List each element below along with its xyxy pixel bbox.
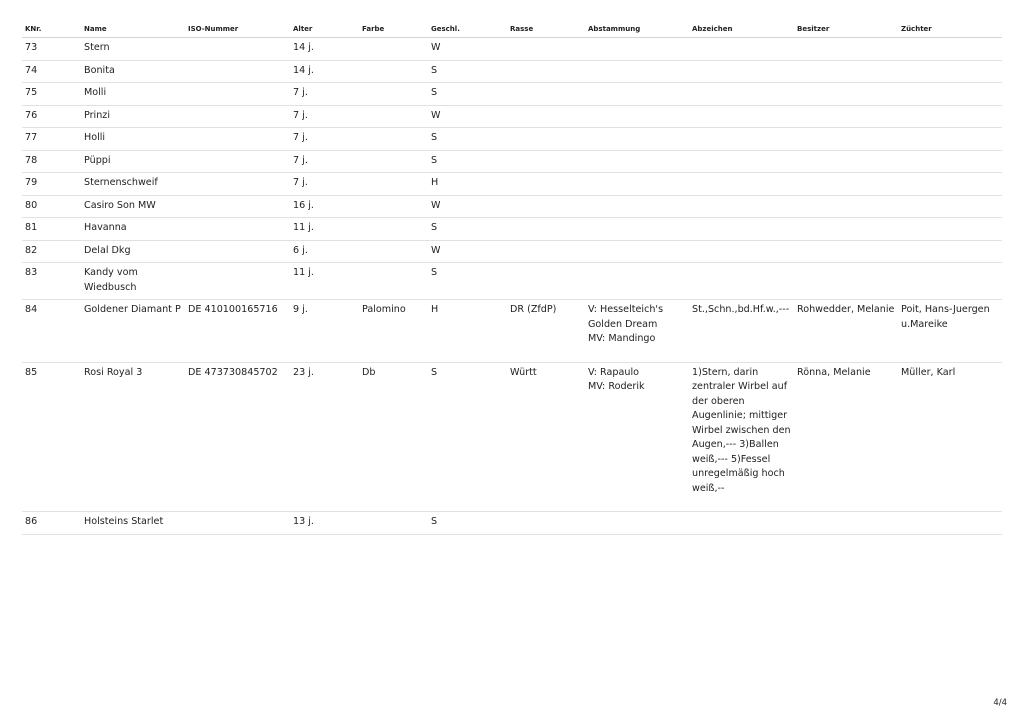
table-row bbox=[22, 83, 1002, 106]
cell-geschl: W bbox=[428, 195, 507, 218]
cell-abstammung bbox=[585, 173, 689, 196]
cell-rasse: DR (ZfdP) bbox=[507, 300, 585, 363]
cell-name: Püppi bbox=[81, 150, 185, 173]
cell-knr: 83 bbox=[22, 263, 81, 300]
table-row bbox=[22, 512, 1002, 535]
cell-iso bbox=[185, 128, 290, 151]
cell-knr: 74 bbox=[22, 60, 81, 83]
cell-rasse bbox=[507, 195, 585, 218]
cell-alter: 7 j. bbox=[290, 128, 359, 151]
col-header-knr: KNr. bbox=[22, 22, 81, 38]
cell-farbe bbox=[359, 263, 428, 300]
cell-abstammung bbox=[585, 38, 689, 61]
cell-geschl: W bbox=[428, 240, 507, 263]
col-header-farbe: Farbe bbox=[359, 22, 428, 38]
cell-rasse bbox=[507, 263, 585, 300]
cell-abstammung bbox=[585, 105, 689, 128]
cell-name: Stern bbox=[81, 38, 185, 61]
cell-geschl: S bbox=[428, 362, 507, 512]
cell-rasse bbox=[507, 60, 585, 83]
cell-knr: 86 bbox=[22, 512, 81, 535]
cell-zuechter bbox=[898, 105, 1002, 128]
cell-abstammung bbox=[585, 512, 689, 535]
col-header-abstammung: Abstammung bbox=[585, 22, 689, 38]
horse-table bbox=[22, 22, 1002, 535]
cell-knr: 76 bbox=[22, 105, 81, 128]
cell-besitzer: Rohwedder, Melanie bbox=[794, 300, 898, 363]
cell-name: Casiro Son MW bbox=[81, 195, 185, 218]
cell-zuechter: Poit, Hans-Juergen u.Mareike bbox=[898, 300, 1002, 363]
cell-rasse bbox=[507, 128, 585, 151]
cell-knr: 85 bbox=[22, 362, 81, 512]
header-row bbox=[22, 22, 1002, 38]
col-header-name: Name bbox=[81, 22, 185, 38]
cell-farbe bbox=[359, 218, 428, 241]
cell-iso bbox=[185, 173, 290, 196]
table-row bbox=[22, 60, 1002, 83]
cell-besitzer bbox=[794, 60, 898, 83]
cell-knr: 80 bbox=[22, 195, 81, 218]
cell-geschl: S bbox=[428, 263, 507, 300]
cell-farbe bbox=[359, 83, 428, 106]
cell-alter: 7 j. bbox=[290, 150, 359, 173]
cell-geschl: S bbox=[428, 512, 507, 535]
cell-zuechter bbox=[898, 512, 1002, 535]
cell-besitzer bbox=[794, 128, 898, 151]
cell-farbe: Db bbox=[359, 362, 428, 512]
cell-abstammung bbox=[585, 128, 689, 151]
cell-besitzer bbox=[794, 83, 898, 106]
cell-geschl: W bbox=[428, 105, 507, 128]
cell-zuechter bbox=[898, 83, 1002, 106]
cell-knr: 82 bbox=[22, 240, 81, 263]
cell-abzeichen bbox=[689, 218, 794, 241]
cell-abstammung bbox=[585, 150, 689, 173]
cell-besitzer bbox=[794, 150, 898, 173]
cell-geschl: H bbox=[428, 173, 507, 196]
cell-abzeichen bbox=[689, 512, 794, 535]
cell-zuechter bbox=[898, 150, 1002, 173]
cell-rasse bbox=[507, 173, 585, 196]
cell-besitzer bbox=[794, 512, 898, 535]
cell-farbe bbox=[359, 38, 428, 61]
cell-abzeichen bbox=[689, 240, 794, 263]
cell-abstammung: V: Rapaulo MV: Roderik bbox=[585, 362, 689, 512]
cell-farbe bbox=[359, 195, 428, 218]
cell-knr: 77 bbox=[22, 128, 81, 151]
cell-knr: 73 bbox=[22, 38, 81, 61]
table-body bbox=[22, 38, 1002, 535]
cell-alter: 9 j. bbox=[290, 300, 359, 363]
cell-rasse bbox=[507, 83, 585, 106]
cell-geschl: S bbox=[428, 83, 507, 106]
cell-alter: 7 j. bbox=[290, 83, 359, 106]
cell-alter: 7 j. bbox=[290, 105, 359, 128]
cell-iso bbox=[185, 218, 290, 241]
cell-name: Bonita bbox=[81, 60, 185, 83]
cell-rasse bbox=[507, 512, 585, 535]
cell-alter: 14 j. bbox=[290, 38, 359, 61]
cell-abstammung bbox=[585, 60, 689, 83]
col-header-abzeichen: Abzeichen bbox=[689, 22, 794, 38]
cell-alter: 11 j. bbox=[290, 263, 359, 300]
table-row bbox=[22, 38, 1002, 61]
table-row bbox=[22, 128, 1002, 151]
cell-rasse bbox=[507, 240, 585, 263]
cell-abstammung bbox=[585, 240, 689, 263]
cell-name: Delal Dkg bbox=[81, 240, 185, 263]
cell-abzeichen: St.,Schn.,bd.Hf.w.,--- bbox=[689, 300, 794, 363]
cell-iso: DE 473730845702 bbox=[185, 362, 290, 512]
cell-zuechter bbox=[898, 60, 1002, 83]
cell-abzeichen bbox=[689, 38, 794, 61]
cell-zuechter bbox=[898, 195, 1002, 218]
cell-rasse: Württ bbox=[507, 362, 585, 512]
cell-rasse bbox=[507, 150, 585, 173]
col-header-geschl: Geschl. bbox=[428, 22, 507, 38]
cell-geschl: H bbox=[428, 300, 507, 363]
cell-name: Prinzi bbox=[81, 105, 185, 128]
cell-iso bbox=[185, 150, 290, 173]
cell-iso bbox=[185, 83, 290, 106]
cell-abstammung bbox=[585, 83, 689, 106]
cell-besitzer bbox=[794, 240, 898, 263]
cell-name: Holsteins Starlet bbox=[81, 512, 185, 535]
cell-iso bbox=[185, 512, 290, 535]
cell-abzeichen bbox=[689, 128, 794, 151]
cell-geschl: S bbox=[428, 60, 507, 83]
cell-farbe bbox=[359, 240, 428, 263]
cell-abzeichen bbox=[689, 105, 794, 128]
cell-farbe bbox=[359, 173, 428, 196]
cell-geschl: S bbox=[428, 218, 507, 241]
cell-abzeichen bbox=[689, 263, 794, 300]
table-row bbox=[22, 218, 1002, 241]
cell-besitzer bbox=[794, 218, 898, 241]
col-header-rasse: Rasse bbox=[507, 22, 585, 38]
cell-besitzer bbox=[794, 263, 898, 300]
cell-abzeichen: 1)Stern, darin zentraler Wirbel auf der oberen Augenlinie; mittiger Wirbel zwischen den Augen,--- 3)Ballen weiß,--- 5)Fessel unregelmäßig hoch weiß,-- bbox=[689, 362, 794, 512]
cell-besitzer bbox=[794, 195, 898, 218]
cell-name: Havanna bbox=[81, 218, 185, 241]
col-header-besitzer: Besitzer bbox=[794, 22, 898, 38]
cell-iso: DE 410100165716 bbox=[185, 300, 290, 363]
cell-alter: 6 j. bbox=[290, 240, 359, 263]
cell-geschl: W bbox=[428, 38, 507, 61]
cell-farbe bbox=[359, 60, 428, 83]
cell-zuechter bbox=[898, 218, 1002, 241]
cell-rasse bbox=[507, 105, 585, 128]
cell-farbe bbox=[359, 150, 428, 173]
cell-rasse bbox=[507, 218, 585, 241]
cell-abzeichen bbox=[689, 150, 794, 173]
table-row bbox=[22, 195, 1002, 218]
col-header-iso: ISO-Nummer bbox=[185, 22, 290, 38]
cell-zuechter bbox=[898, 240, 1002, 263]
cell-farbe bbox=[359, 105, 428, 128]
cell-knr: 75 bbox=[22, 83, 81, 106]
table-row bbox=[22, 173, 1002, 196]
cell-zuechter bbox=[898, 38, 1002, 61]
cell-iso bbox=[185, 195, 290, 218]
cell-besitzer: Rönna, Melanie bbox=[794, 362, 898, 512]
table-row bbox=[22, 105, 1002, 128]
cell-abzeichen bbox=[689, 83, 794, 106]
table-row bbox=[22, 150, 1002, 173]
cell-geschl: S bbox=[428, 128, 507, 151]
cell-name: Molli bbox=[81, 83, 185, 106]
cell-geschl: S bbox=[428, 150, 507, 173]
cell-farbe bbox=[359, 512, 428, 535]
cell-zuechter: Müller, Karl bbox=[898, 362, 1002, 512]
table-row bbox=[22, 240, 1002, 263]
cell-alter: 11 j. bbox=[290, 218, 359, 241]
col-header-zuechter: Züchter bbox=[898, 22, 1002, 38]
cell-abstammung bbox=[585, 218, 689, 241]
cell-abstammung bbox=[585, 263, 689, 300]
cell-abzeichen bbox=[689, 173, 794, 196]
cell-iso bbox=[185, 263, 290, 300]
cell-besitzer bbox=[794, 105, 898, 128]
table-row bbox=[22, 300, 1002, 363]
page-number: 4/4 bbox=[993, 698, 1007, 708]
cell-name: Rosi Royal 3 bbox=[81, 362, 185, 512]
cell-name: Kandy vom Wiedbusch bbox=[81, 263, 185, 300]
cell-farbe bbox=[359, 128, 428, 151]
cell-name: Goldener Diamant P bbox=[81, 300, 185, 363]
table-row bbox=[22, 263, 1002, 300]
cell-alter: 14 j. bbox=[290, 60, 359, 83]
cell-name: Holli bbox=[81, 128, 185, 151]
cell-iso bbox=[185, 105, 290, 128]
table-row bbox=[22, 362, 1002, 512]
cell-zuechter bbox=[898, 173, 1002, 196]
cell-knr: 78 bbox=[22, 150, 81, 173]
cell-abzeichen bbox=[689, 60, 794, 83]
cell-rasse bbox=[507, 38, 585, 61]
cell-abstammung bbox=[585, 195, 689, 218]
horse-list-sheet bbox=[22, 22, 1002, 535]
cell-name: Sternenschweif bbox=[81, 173, 185, 196]
cell-iso bbox=[185, 240, 290, 263]
cell-abzeichen bbox=[689, 195, 794, 218]
cell-knr: 81 bbox=[22, 218, 81, 241]
cell-besitzer bbox=[794, 173, 898, 196]
cell-besitzer bbox=[794, 38, 898, 61]
cell-alter: 16 j. bbox=[290, 195, 359, 218]
cell-abstammung: V: Hesselteich's Golden Dream MV: Mandingo bbox=[585, 300, 689, 363]
cell-iso bbox=[185, 60, 290, 83]
col-header-alter: Alter bbox=[290, 22, 359, 38]
cell-knr: 84 bbox=[22, 300, 81, 363]
cell-alter: 7 j. bbox=[290, 173, 359, 196]
cell-knr: 79 bbox=[22, 173, 81, 196]
cell-iso bbox=[185, 38, 290, 61]
cell-zuechter bbox=[898, 128, 1002, 151]
cell-farbe: Palomino bbox=[359, 300, 428, 363]
cell-zuechter bbox=[898, 263, 1002, 300]
cell-alter: 13 j. bbox=[290, 512, 359, 535]
cell-alter: 23 j. bbox=[290, 362, 359, 512]
